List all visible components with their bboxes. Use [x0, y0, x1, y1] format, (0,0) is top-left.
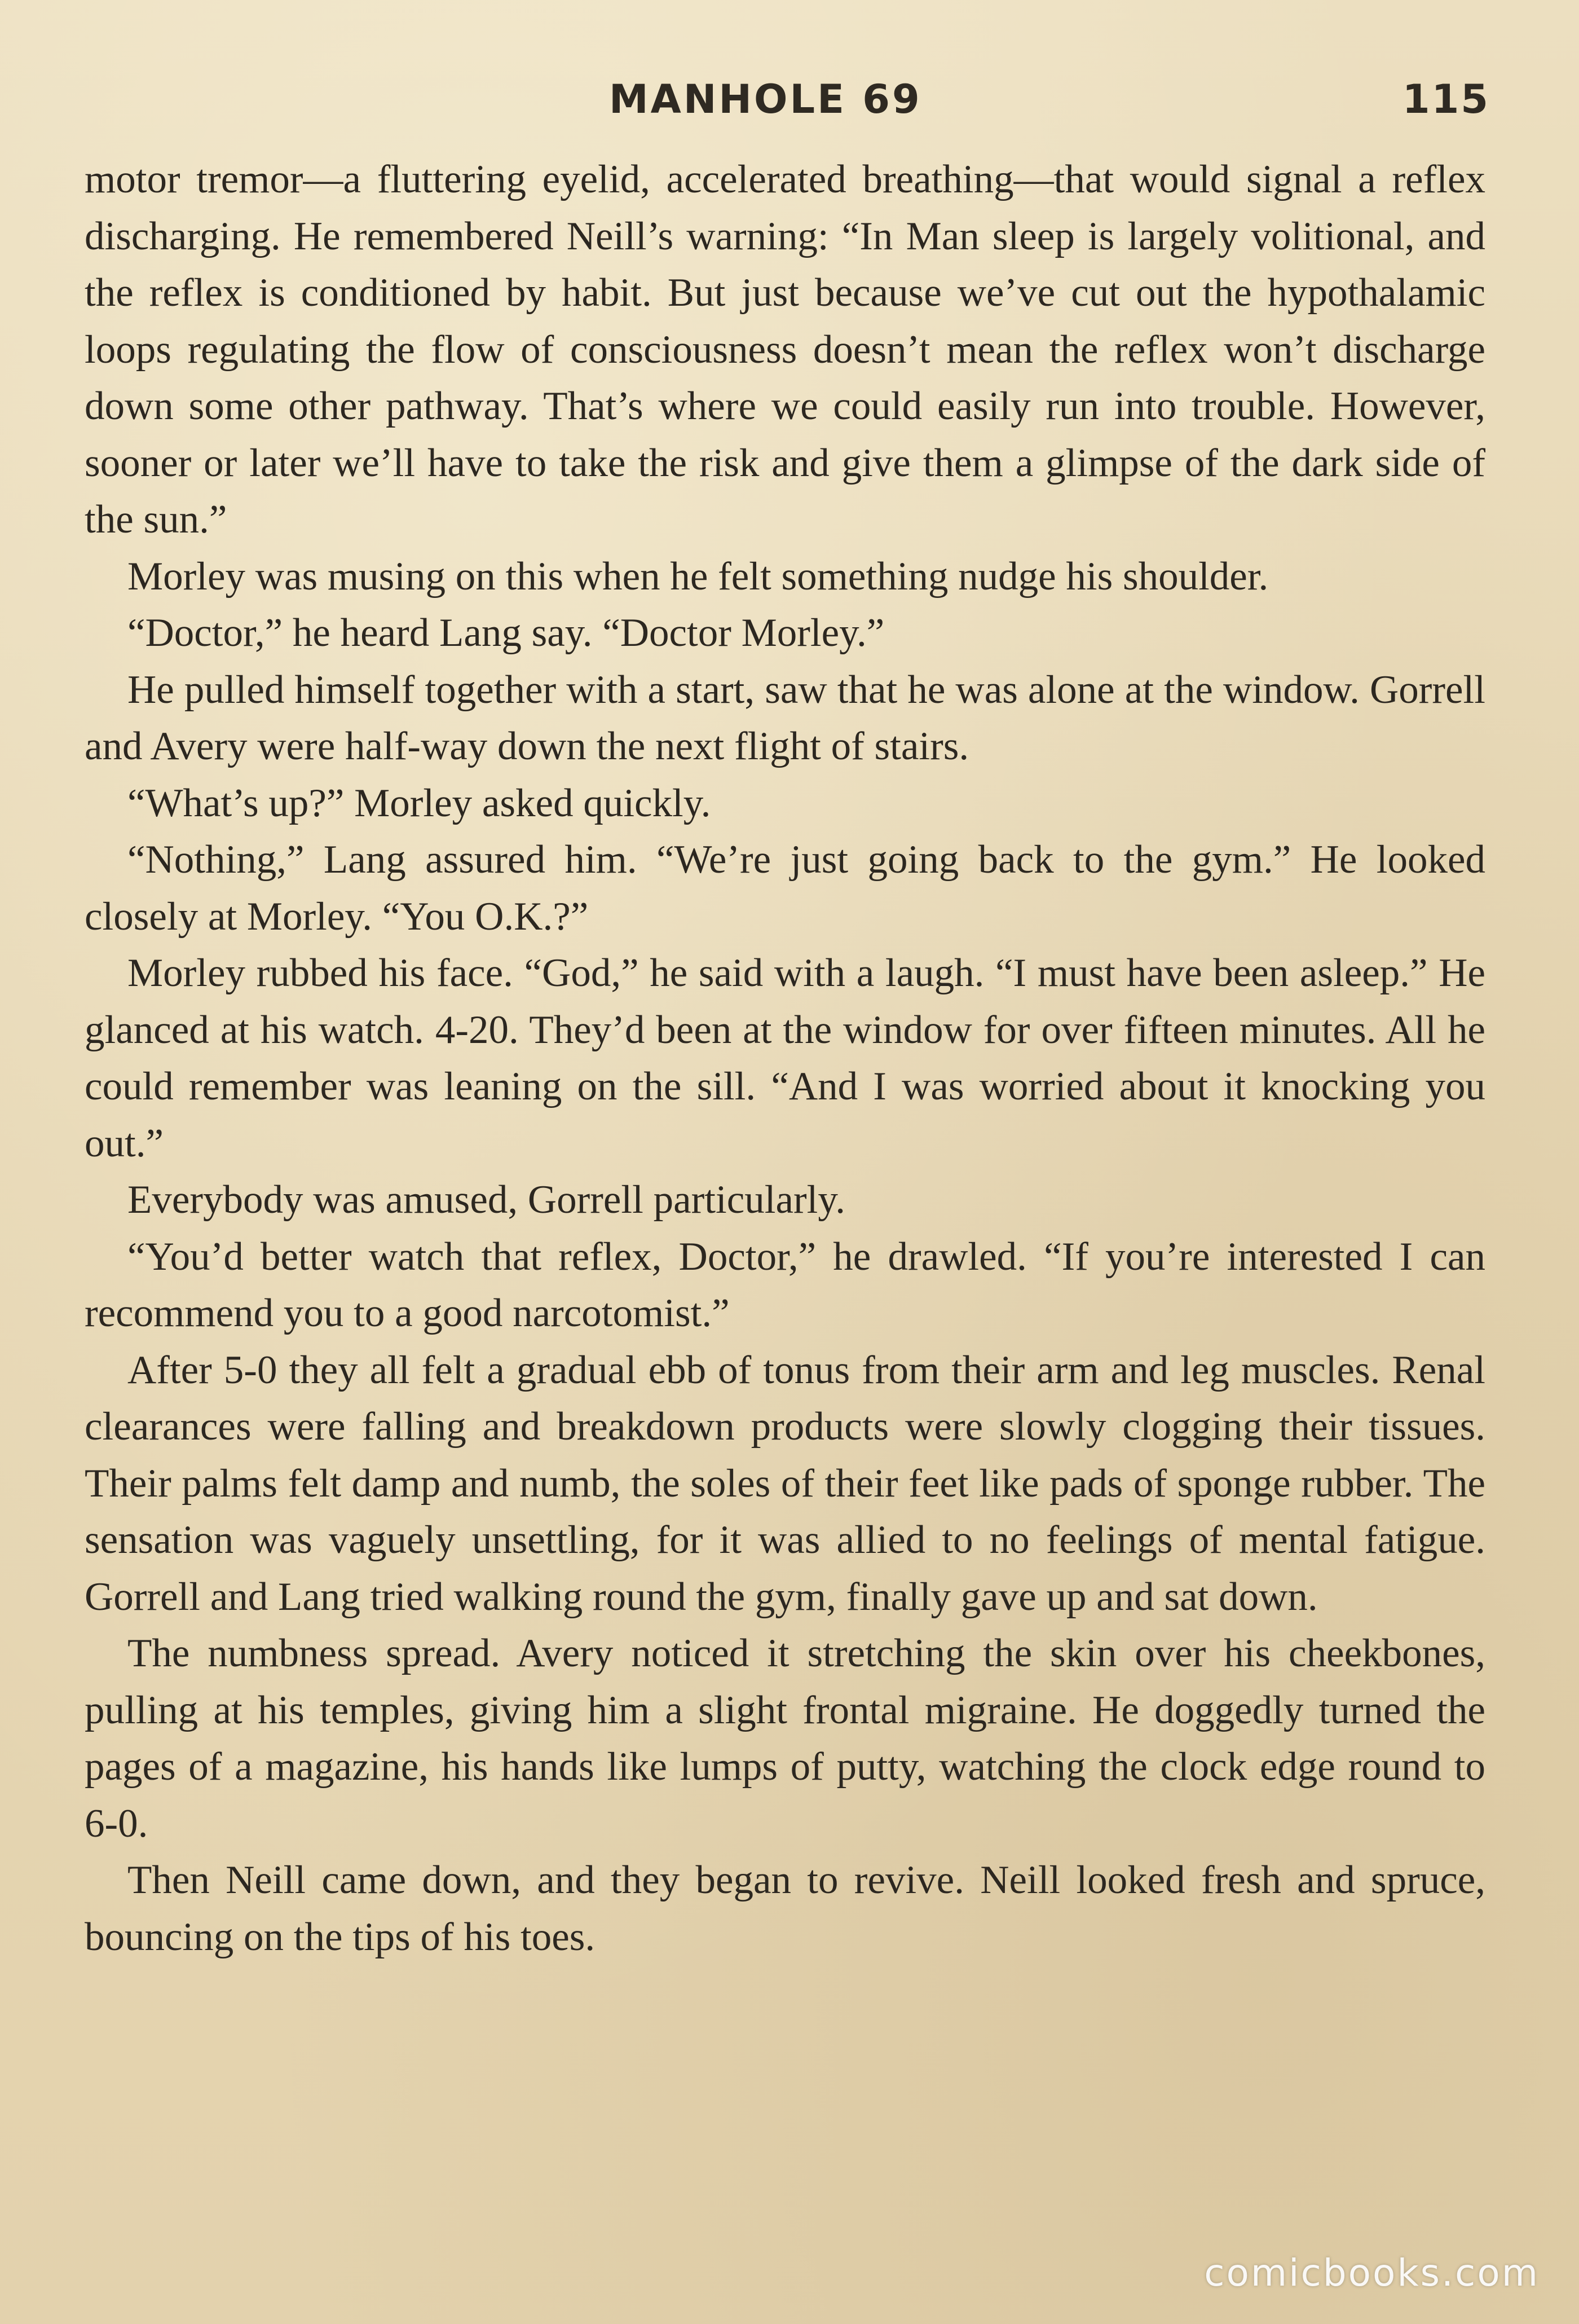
page-number: 115	[1402, 76, 1490, 122]
paragraph-2: Morley was musing on this when he felt something nudge his shoulder.	[127, 554, 1269, 598]
paragraph-5: “What’s up?” Morley asked quickly.	[127, 781, 711, 825]
paragraph-10: After 5-0 they all felt a gradual ebb of tonus from their arm and leg muscles. Renal clearances were falling and breakdown products were slowly clogging their tissues. Their palms felt damp and numb, the soles of their feet like pads of sponge rubber. The sensation was vaguely unsettling, for it was allied to no feelings of mental fatigue. Gorrell and Lang tried walking round the gym, finally gave up and sat down.	[85, 1348, 1485, 1619]
paragraph-1: motor tremor—a fluttering eyelid, accelerated breathing—that would signal a reflex discharging. He remembered Neill’s warning: “In Man sleep is largely volitional, and the reflex is conditioned by habit. But just because we’ve cut out the hypothalamic loops regulating the flow of consciousness doesn’t mean the reflex won’t discharge down some other pathway. That’s where we could easily run into trouble. However, sooner or later we’ll have to take the risk and give them a glimpse of the dark side of the sun.”	[85, 157, 1485, 542]
running-title: MANHOLE 69	[609, 76, 922, 122]
body-text	[85, 151, 1485, 1965]
paragraph-3: “Doctor,” he heard Lang say. “Doctor Morley.”	[127, 611, 885, 655]
paragraph-9: “You’d better watch that reflex, Doctor,” he drawled. “If you’re interested I can recommend you to a good narcotomist.”	[85, 1234, 1485, 1335]
paragraph-8: Everybody was amused, Gorrell particularly.	[127, 1178, 845, 1222]
paragraph-11: The numbness spread. Avery noticed it stretching the skin over his cheekbones, pulling at his temples, giving him a slight frontal migraine. He doggedly turned the pages of a magazine, his hands like lumps of putty, watching the clock edge round to 6-0.	[85, 1631, 1485, 1846]
running-head	[609, 76, 1490, 127]
paragraph-7: Morley rubbed his face. “God,” he said with a laugh. “I must have been asleep.” He glanced at his watch. 4-20. They’d been at the window for over fifteen minutes. All he could remember was leaning on the sill. “And I was worried about it knocking you out.”	[85, 951, 1485, 1165]
paragraph-12: Then Neill came down, and they began to revive. Neill looked fresh and spruce, bouncing on the tips of his toes.	[85, 1858, 1485, 1959]
paragraph-6: “Nothing,” Lang assured him. “We’re just going back to the gym.” He looked closely at Morley. “You O.K.?”	[85, 838, 1485, 939]
paragraph-4: He pulled himself together with a start, saw that he was alone at the window. Gorrell and Avery were half-way down the next flight of stairs.	[85, 667, 1485, 768]
watermark: comicbooks.com	[1204, 2251, 1540, 2295]
